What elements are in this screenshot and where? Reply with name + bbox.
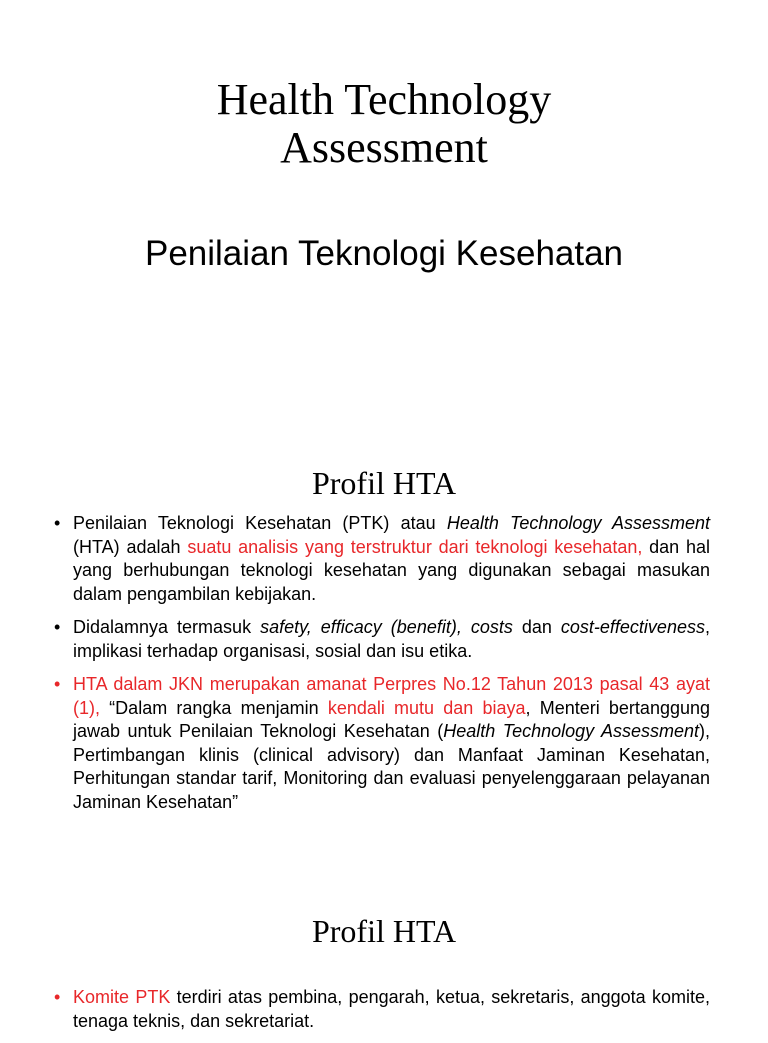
bullet-item (54, 986, 710, 1033)
main-title-line-2: Assessment (280, 123, 488, 172)
profil-hta-slide-1 (0, 384, 768, 864)
bullet-text: cost-effectiveness (560, 617, 705, 637)
slide-title: Profil HTA (311, 465, 457, 501)
bullet-text: , implikasi terhadap organisasi, sosial dan isu etika. (73, 617, 710, 661)
bullet-text: safety, efficacy (benefit), costs (260, 617, 513, 637)
bullet-text: terdiri atas pembina, pengarah, ketua, sekretaris, anggota komite, tenaga teknis, dan sekretariat. (73, 987, 710, 1031)
subtitle: Penilaian Teknologi Kesehatan (144, 234, 624, 273)
bullet-item (54, 673, 710, 814)
bullet-text: Health Technology Assessment (443, 721, 699, 741)
highlighted-text: kendali mutu dan biaya (327, 697, 526, 718)
bullet-text: dan hal yang berhubungan teknologi kesehatan yang digunakan sebagai masukan dalam pengambilan kebijakan. (73, 536, 710, 604)
main-title (0, 76, 768, 172)
highlighted-text: suatu analisis yang terstruktur dari teknologi kesehatan, (187, 536, 643, 557)
bullet-text: “Dalam rangka menjamin (100, 697, 328, 718)
highlighted-text: HTA dalam JKN merupakan amanat Perpres No.12 Tahun 2013 pasal 43 ayat (1), (73, 674, 710, 718)
highlighted-text: Komite PTK (73, 987, 171, 1007)
bullet-dot-icon: • (54, 674, 61, 694)
bullet-text: Health Technology Assessment (446, 513, 711, 533)
slide-title: Profil HTA (311, 913, 457, 949)
bullet-list (54, 986, 710, 1043)
bullet-item (54, 512, 710, 606)
bullet-dot-icon: • (54, 987, 61, 1007)
bullet-text: Didalamnya termasuk (73, 617, 261, 637)
main-title-line-1: Health Technology (216, 75, 552, 124)
bullet-text: Penilaian Teknologi Kesehatan (PTK) atau (73, 513, 447, 533)
bullet-text: (HTA) adalah (73, 536, 188, 557)
bullet-text: dan (512, 617, 561, 637)
bullet-item (54, 616, 710, 663)
bullet-dot-icon: • (54, 513, 61, 533)
bullet-list (54, 512, 710, 824)
bullet-text: ), Pertimbangan klinis (clinical advisory) dan Manfaat Jaminan Kesehatan, Perhitungan standar tarif, Monitoring dan evaluasi penyelenggaraan pelayanan Jaminan Kesehatan” (73, 721, 710, 812)
bullet-text: , Menteri bertanggung jawab untuk Penilaian Teknologi Kesehatan ( (73, 697, 711, 741)
profil-hta-slide-2 (0, 864, 768, 1031)
title-slide (0, 0, 768, 384)
bullet-dot-icon: • (54, 617, 61, 637)
